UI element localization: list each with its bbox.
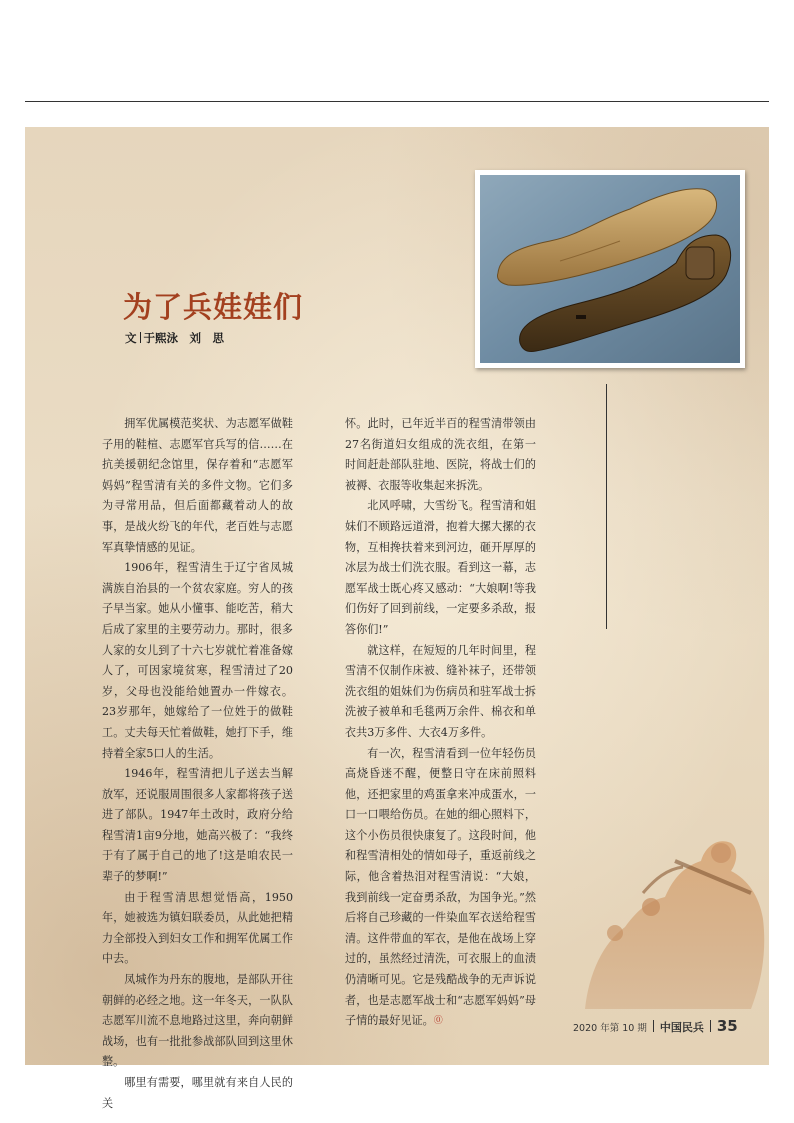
issue-label: 2020 年第 10 期 bbox=[573, 1023, 647, 1034]
footer-separator bbox=[710, 1020, 711, 1032]
article-title: 为了兵娃娃们 bbox=[123, 290, 304, 324]
byline-separator bbox=[140, 332, 141, 343]
page-number: 35 bbox=[716, 1017, 738, 1035]
byline-authors: 于熙泳 刘 思 bbox=[143, 331, 224, 345]
paragraph-text: 有一次，程雪清看到一位年轻伤员高烧昏迷不醒，便整日守在床前照料他，还把家里的鸡蛋拿来冲成蛋水，一口一口喂给伤员。在她的细心照料下，这个小伤员很快康复了。这段时间，他和程雪清相处的情如母子，重返前线之际，他含着热泪对程雪清说：“大娘，我到前线一定奋勇杀敌，为国争光。”然后将自己珍藏的一件染血军衣送给程雪清。这件带血的军衣，是他在战场上穿过的，虽然经过清洗，可衣服上的血渍仍清晰可见。它是残酷战争的无声诉说者，也是志愿军战士和“志愿军妈妈”母子情的最好见证。 bbox=[345, 746, 536, 1028]
paragraph: 由于程雪清思想觉悟高，1950年，她被选为镇妇联委员，从此她把精力全部投入到妇女工作和拥军优属工作中去。 bbox=[102, 890, 293, 966]
paragraph: 哪里有需要，哪里就有来自人民的关 bbox=[102, 1076, 293, 1110]
soldier-statue-icon bbox=[555, 823, 769, 1009]
byline bbox=[125, 330, 224, 346]
paragraph-continued: 怀。此时，已年近半百的程雪清带领由27名街道妇女组成的洗衣组，在第一时间赶赴部队驻地、医院，将战士们的被褥、衣服等收集起来拆洗。 bbox=[345, 417, 536, 492]
paragraph: 拥军优属模范奖状、为志愿军做鞋子用的鞋楦、志愿军官兵写的信……在抗美援朝纪念馆里，保存着和“志愿军妈妈”程雪清有关的多件文物。它们多为寻常用品，但后面都藏着动人的故事，是战火纷飞的年代，老百姓与志愿军真挚情感的见证。 bbox=[102, 417, 293, 554]
footer-separator bbox=[653, 1020, 654, 1032]
right-column bbox=[345, 414, 536, 1032]
article-page bbox=[25, 127, 769, 1110]
column-divider bbox=[606, 384, 607, 629]
magazine-name: 中国民兵 bbox=[659, 1021, 704, 1034]
byline-prefix: 文 bbox=[125, 331, 137, 345]
paragraph: 北风呼啸，大雪纷飞。程雪清和姐妹们不顾路远道滑，抱着大摞大摞的衣物，互相搀扶着来到河边，砸开厚厚的冰层为战士们洗衣服。看到这一幕，志愿军战士既心疼又感动：“大娘啊!等我们伤好了回到前线，一定要多杀敌，报答你们!” bbox=[345, 499, 536, 636]
left-column bbox=[102, 414, 293, 1114]
end-mark-icon: ⓪ bbox=[433, 1016, 443, 1027]
shoe-lasts-photo bbox=[475, 170, 745, 368]
paragraph: 1906年，程雪清生于辽宁省凤城满族自治县的一个贫农家庭。穷人的孩子早当家。她从小懂事、能吃苦，稍大后成了家里的主要劳动力。那时，很多人家的女儿到了十六七岁就忙着准备嫁人了，可因家境贫寒，程雪清过了20岁，父母也没能给她置办一件嫁衣。23岁那年，她嫁给了一位姓于的做鞋工。丈夫每天忙着做鞋，她打下手，维持着全家5口人的生活。 bbox=[102, 561, 293, 760]
paragraph: 就这样，在短短的几年时间里，程雪清不仅制作床被、缝补袜子，还带领洗衣组的姐妹们为伤病员和驻军战士拆洗被子被单和毛毯两万余件、棉衣和单衣共3万多件、大衣4万多件。 bbox=[345, 643, 536, 739]
paragraph: 凤城作为丹东的腹地，是部队开往朝鲜的必经之地。这一年冬天，一队队志愿军川流不息地路过这里，奔向朝鲜战场，也有一批批参战部队回到这里休整。 bbox=[102, 973, 293, 1069]
header-rule bbox=[25, 101, 769, 102]
page-footer bbox=[573, 1016, 738, 1035]
shoe-lasts-image bbox=[480, 175, 740, 363]
paragraph: 1946年，程雪清把儿子送去当解放军，还说服周围很多人家都将孩子送进了部队。1947年土改时，政府分给程雪清1亩9分地，她高兴极了：“我终于有了属于自己的地了!这是咱农民一辈子的梦啊!” bbox=[102, 767, 293, 884]
paragraph bbox=[345, 744, 536, 1032]
